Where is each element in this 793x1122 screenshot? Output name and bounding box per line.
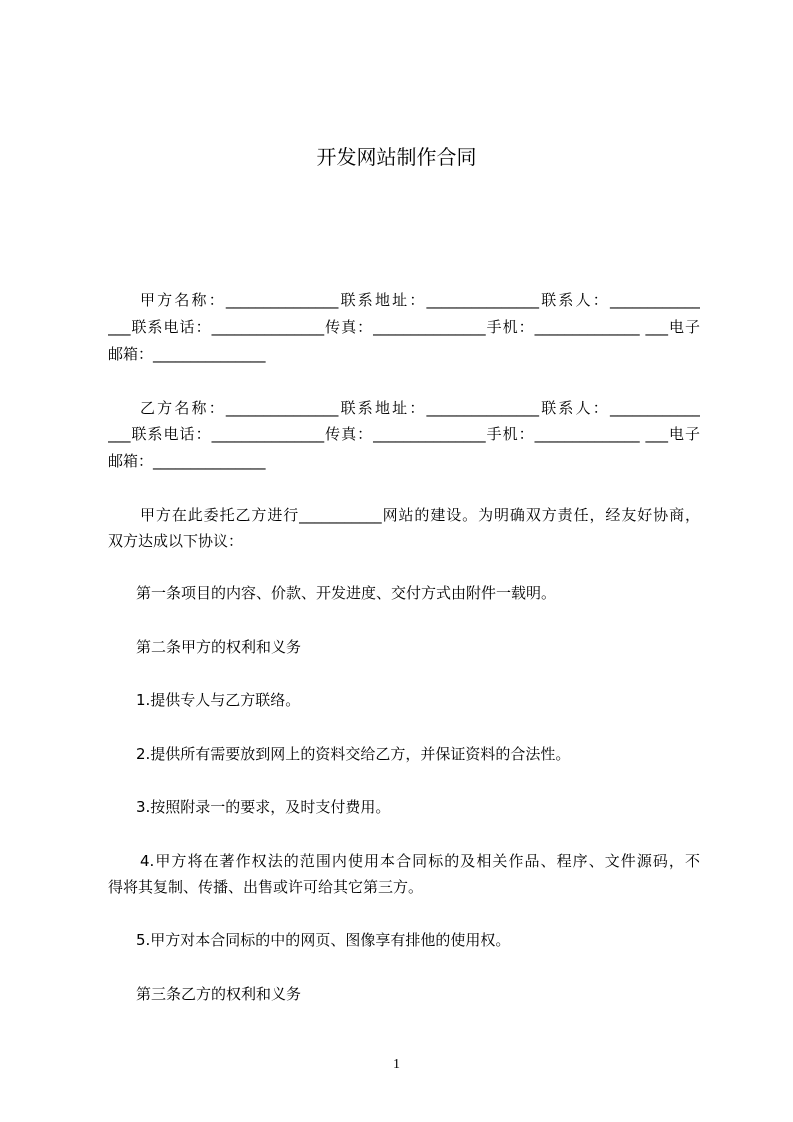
article-2-item: 3.按照附录一的要求，及时支付费用。 [136,798,391,816]
party-a-line: ___联系电话：_______________传真：_______________手机：______________ ___电子 [108,318,700,336]
party-b-line: 邮箱：_______________ [108,452,266,470]
article-1-text: 第一条项目的内容、价款、开发进度、交付方式由附件一载明。 [136,584,557,602]
intro-line: 双方达成以下协议： [108,532,244,550]
party-b-line: 乙方名称：_______________联系地址：_______________联系人：____________ [140,399,700,417]
party-b-line: ___联系电话：_______________传真：_______________手机：______________ ___电子 [108,425,700,443]
article-3-heading: 第三条乙方的权利和义务 [136,985,302,1003]
party-a-line: 邮箱：_______________ [108,345,266,363]
article-2-item: 5.甲方对本合同标的中的网页、图像享有排他的使用权。 [136,931,511,949]
document-title: 开发网站制作合同 [316,145,477,169]
article-2-item: 4.甲方将在著作权法的范围内使用本合同标的及相关作品、程序、文件源码，不 [140,852,700,870]
article-2-heading: 第二条甲方的权利和义务 [136,638,302,656]
intro-line: 甲方在此委托乙方进行___________网站的建设。为明确双方责任，经友好协商， [140,506,700,524]
article-2-item: 1.提供专人与乙方联络。 [136,691,301,709]
party-a-line: 甲方名称：_______________联系地址：_______________联系人：____________ [140,291,700,309]
page-number: 1 [393,1057,400,1072]
article-2-item: 2.提供所有需要放到网上的资料交给乙方，并保证资料的合法性。 [136,745,571,763]
article-2-item-continuation: 得将其复制、传播、出售或许可给其它第三方。 [108,878,424,896]
